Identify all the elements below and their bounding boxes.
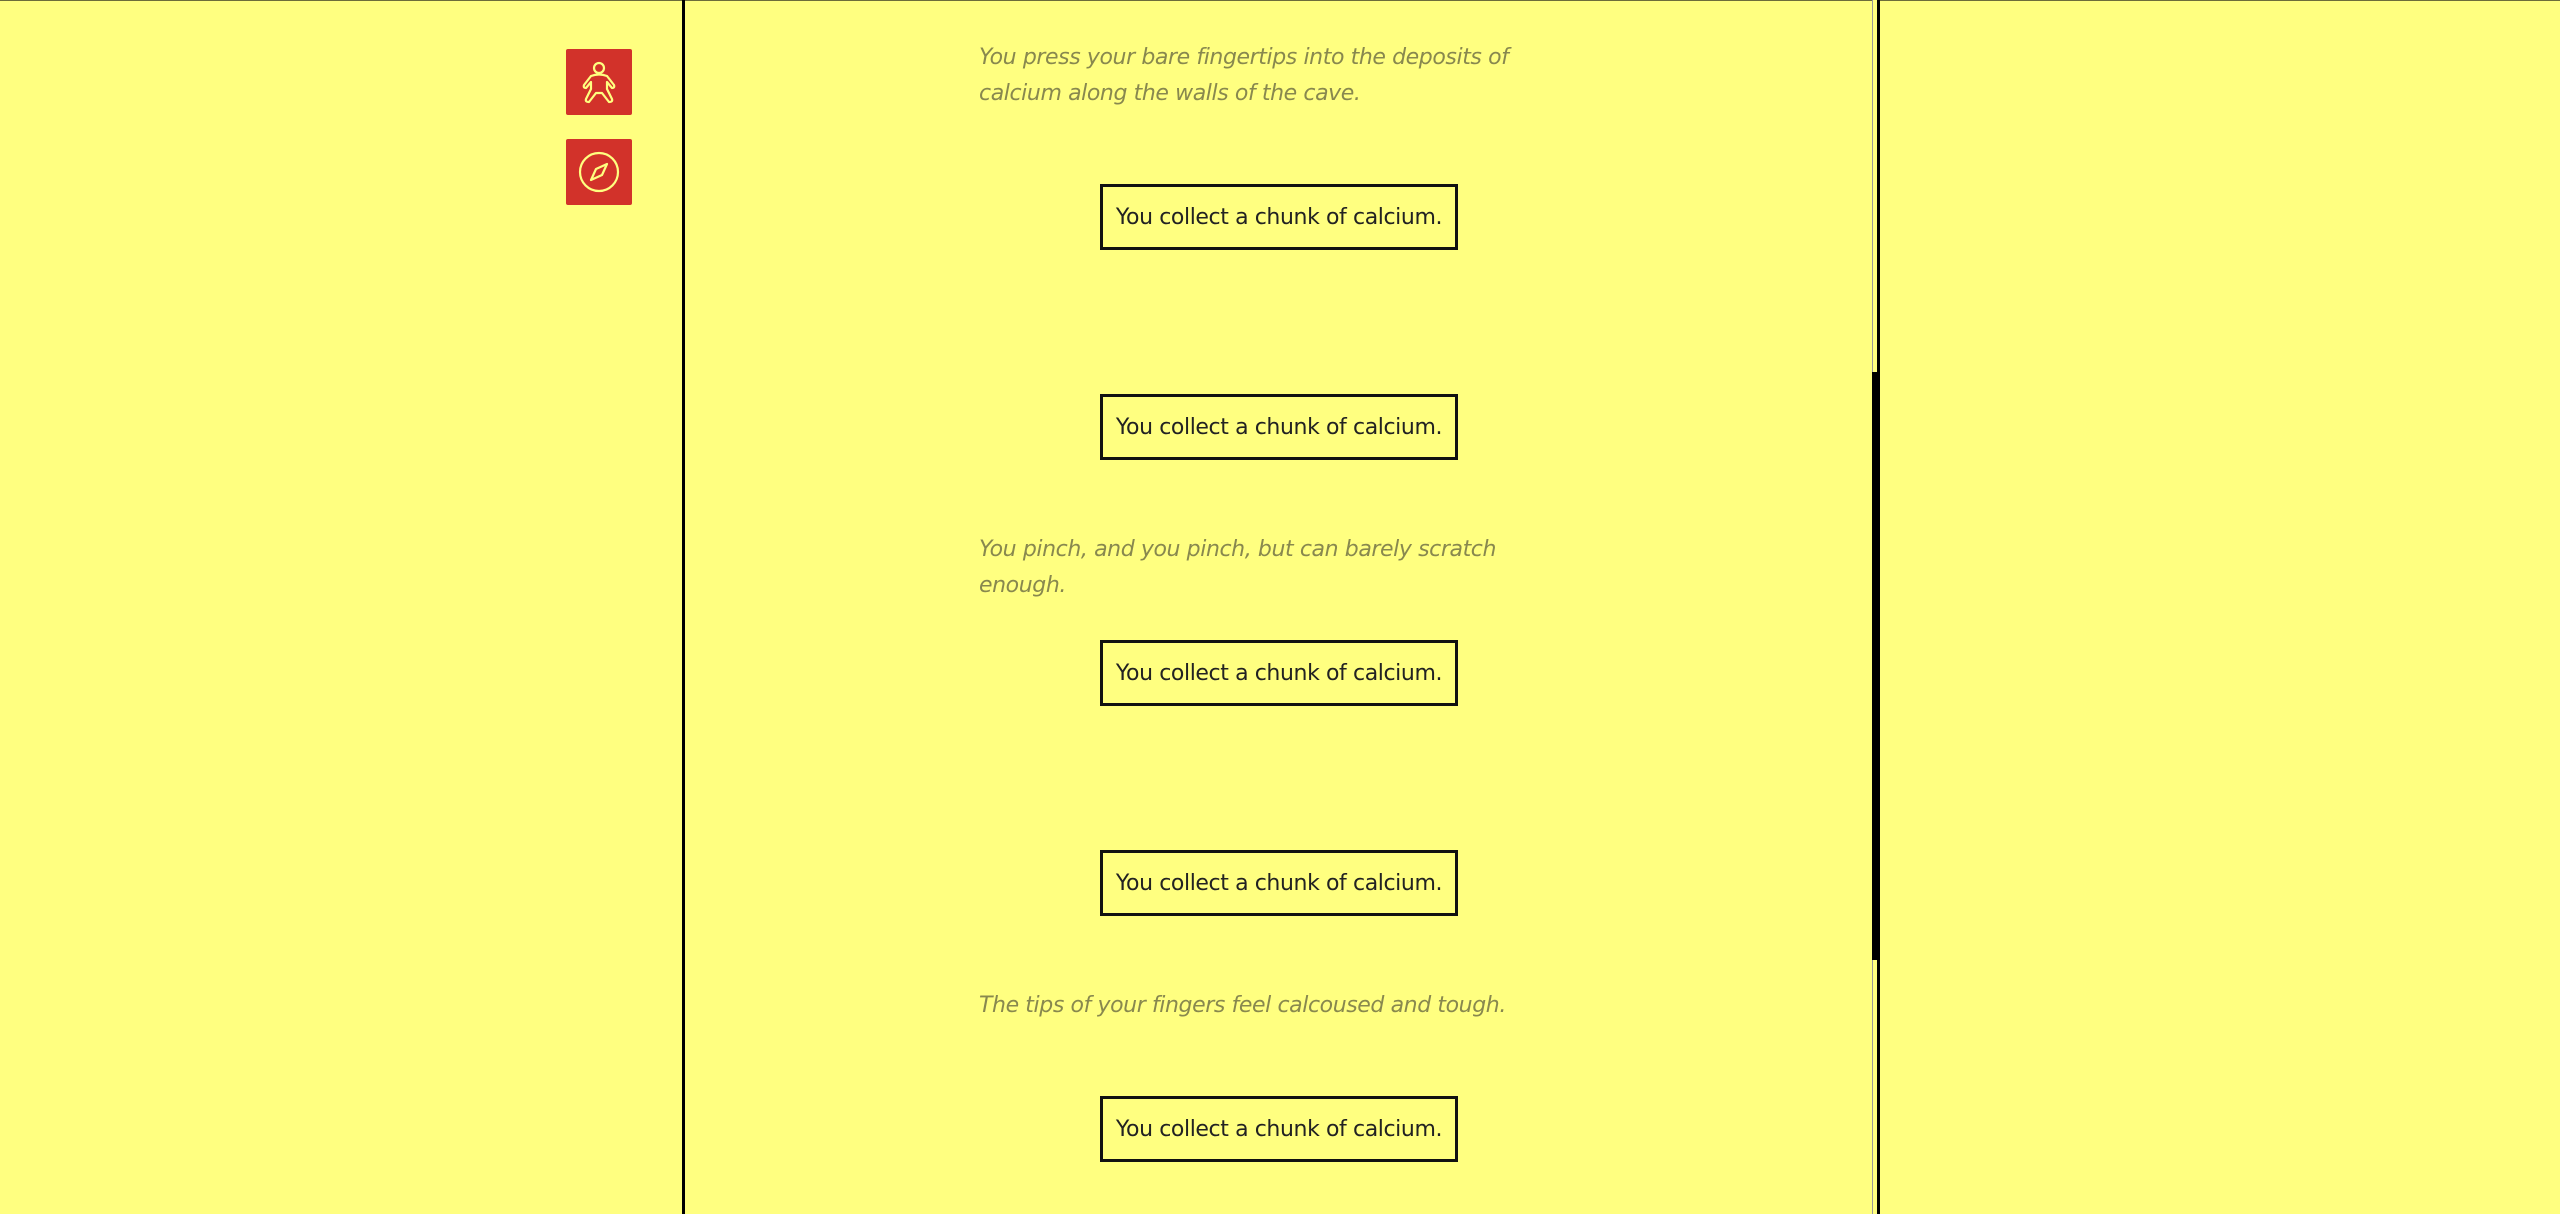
character-icon — [576, 59, 622, 105]
choice-button[interactable]: You collect a chunk of calcium. — [1100, 640, 1458, 706]
choice-button[interactable]: You collect a chunk of calcium. — [1100, 1096, 1458, 1162]
narration-text: You press your bare fingertips into the deposits of calcium along the walls of the cave. — [979, 45, 1509, 106]
compass-button[interactable] — [566, 139, 632, 205]
choice-button[interactable]: You collect a chunk of calcium. — [1100, 184, 1458, 250]
choice-button[interactable]: You collect a chunk of calcium. — [1100, 850, 1458, 916]
character-button[interactable] — [566, 49, 632, 115]
story-right-border — [1877, 0, 1880, 1214]
compass-icon — [576, 149, 622, 195]
story-column — [682, 0, 1877, 1214]
narration-text: The tips of your fingers feel calcoused and tough. — [979, 993, 1506, 1018]
narration-text: You pinch, and you pinch, but can barely scratch enough. — [979, 537, 1497, 598]
choice-button[interactable]: You collect a chunk of calcium. — [1100, 394, 1458, 460]
